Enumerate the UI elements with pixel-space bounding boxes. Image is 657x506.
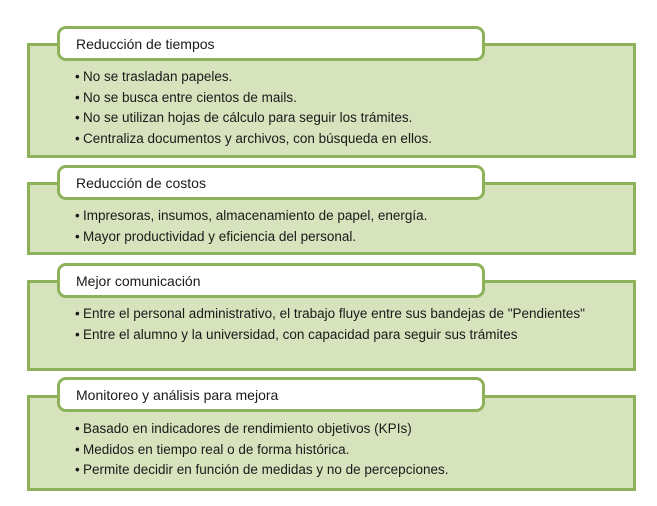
bullet-icon: • (75, 69, 80, 84)
list-item: • Mayor productividad y eficiencia del personal. (75, 227, 620, 248)
bullet-icon: • (75, 228, 80, 244)
section-title-costos: Reducción de costos (57, 165, 485, 200)
bullet-icon: • (75, 89, 80, 105)
bullet-icon: • (75, 462, 80, 477)
section-title-monitoreo: Monitoreo y análisis para mejora (57, 377, 485, 412)
section-list-costos (75, 206, 620, 247)
section-list-monitoreo (75, 419, 620, 481)
list-item: • Basado en indicadores de rendimiento objetivos (KPIs) (75, 419, 620, 440)
bullet-icon: • (75, 208, 80, 223)
list-item: • Permite decidir en función de medidas y no de percepciones. (75, 460, 620, 481)
bullet-icon: • (75, 130, 80, 146)
list-item: • Impresoras, insumos, almacenamiento de papel, energía. (75, 206, 620, 227)
list-item: • Centraliza documentos y archivos, con búsqueda en ellos. (75, 129, 620, 150)
section-title-tiempos: Reducción de tiempos (57, 26, 485, 61)
bullet-icon: • (75, 326, 80, 342)
bullet-icon: • (75, 441, 80, 457)
list-item: • Entre el alumno y la universidad, con capacidad para seguir sus trámites (75, 325, 620, 346)
list-item: • No se busca entre cientos de mails. (75, 88, 620, 109)
bullet-icon: • (75, 421, 80, 436)
list-item: • Medidos en tiempo real o de forma histórica. (75, 440, 620, 461)
list-item: • No se utilizan hojas de cálculo para seguir los trámites. (75, 108, 620, 129)
bullet-icon: • (75, 306, 80, 321)
bullet-icon: • (75, 110, 80, 125)
section-list-tiempos (75, 67, 620, 149)
section-title-comunicacion: Mejor comunicación (57, 263, 485, 298)
section-list-comunicacion (75, 304, 620, 345)
list-item: • No se trasladan papeles. (75, 67, 620, 88)
list-item: • Entre el personal administrativo, el trabajo fluye entre sus bandejas de "Pendientes" (75, 304, 620, 325)
